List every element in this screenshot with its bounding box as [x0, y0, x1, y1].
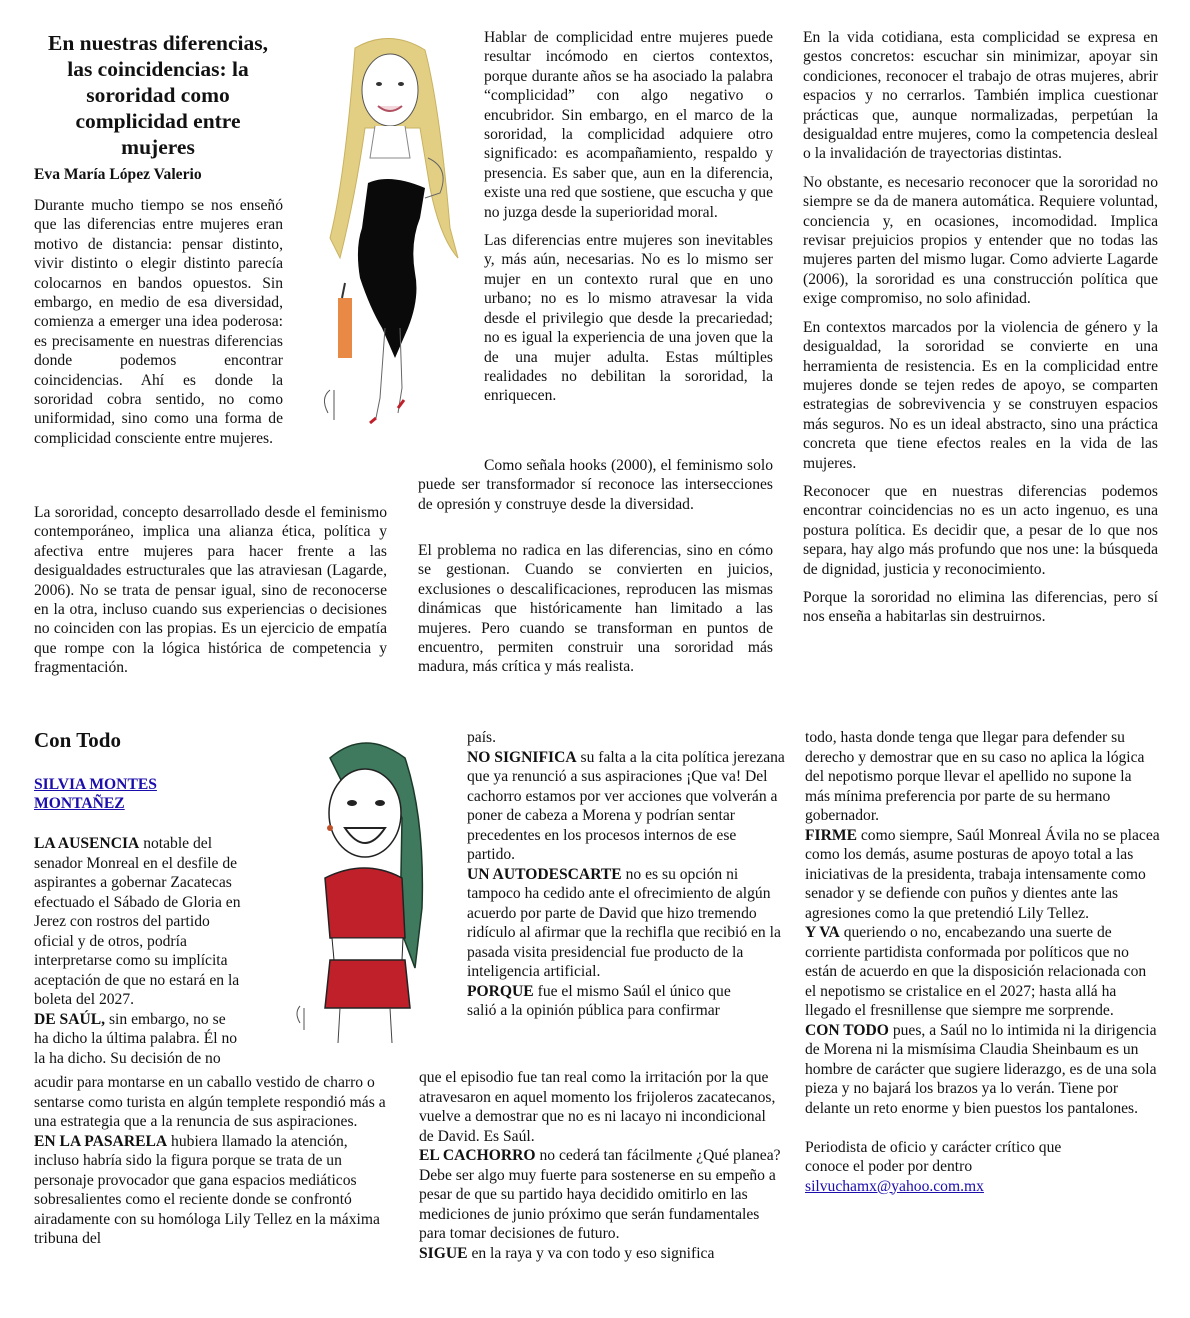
article1-col2-wide	[418, 456, 773, 523]
lead-keyword: EN LA PASARELA	[34, 1132, 168, 1150]
title-line: las coincidencias: la	[67, 57, 249, 81]
email-link[interactable]: silvuchamx@yahoo.com.mx	[805, 1177, 984, 1195]
article2-col3	[805, 728, 1160, 1196]
lead-keyword: LA AUSENCIA	[34, 835, 140, 852]
text: su falta a la cita política jerezana que ya renunció a sus aspiraciones ¡Que va! Del cachorro estamos por ver acciones que volverán a poner de cabeza a Morena y podrían sentar precedentes en los procesos internos de ese partido.	[467, 748, 785, 863]
article2-col2-narrow	[467, 728, 787, 1021]
article1-col2-narrow	[484, 28, 773, 406]
text-line: interpretarse como su implícita	[34, 952, 228, 969]
author-line: MONTAÑEZ	[34, 795, 125, 812]
article2-col1-wide	[34, 1073, 386, 1249]
paragraph: Hablar de complicidad entre mujeres puede resultar incómodo en ciertos contextos, porque durante años se ha asociado la palabra “complicidad” con algo negativo o encubridor. Sin embargo, en el marco de la sororidad, la complicidad adquiere otro significado: es acompañamiento, respaldo y presencia. Es saber que, aun en la diferencia, existe una red que sostiene, que escucha y que no juzga desde la superioridad moral.	[484, 29, 773, 221]
text-line: aceptación de que no estará en la	[34, 971, 240, 989]
text-line: efectuado el Sábado de Gloria en	[34, 893, 241, 911]
lead-keyword: DE SAÚL,	[34, 1010, 106, 1028]
title-line: En nuestras diferencias,	[48, 31, 268, 55]
text: país.	[467, 729, 497, 746]
lead-line: notable del	[143, 835, 213, 852]
text: en la raya y va con todo y eso significa	[467, 1244, 715, 1262]
article1-title	[34, 30, 282, 160]
caricature-illustration-1	[300, 28, 475, 433]
text: todo, hasta donde tenga que llegar para defender su derecho y demostrar que en su caso no aplica la lógica del nepotismo porque llevar el apellido no supone la más mínima preferencia por parte de su hermano gobernador.	[805, 729, 1145, 824]
article1-col1-wide	[34, 503, 387, 687]
woman-red-outfit-icon	[290, 728, 440, 1046]
author-link[interactable]	[34, 775, 294, 813]
lead-keyword: PORQUE	[467, 982, 534, 1000]
author-line: SILVIA MONTES	[34, 776, 157, 793]
column-title: Con Todo	[34, 728, 121, 752]
lead-keyword: Y VA	[805, 924, 840, 941]
text: queriendo o no, encabezando una suerte de corriente partidista conformada por políticos que no están de acuerdo en que la disposición relacionada con el nepotismo se cristalice en el 2027; hasta allá ha llegado el fresnillense que siempre me sorprende.	[805, 924, 1147, 1019]
paragraph: El problema no radica en las diferencias, sino en cómo se gestionan. Cuando se convierten en juicios, exclusiones o descalificaciones, reproducen las mismas dinámicas que históricamente han limitado a las mujeres. Pero cuando se transforman en puntos de encuentro, permiten construir una sororidad más madura, más crítica y más realista.	[418, 542, 773, 676]
paragraph: No obstante, es necesario reconocer que la sororidad no siempre se da de manera automática. Requiere voluntad, conciencia y, en ocasiones, incomodidad. Implica revisar prejuicios propios y entender que no todas las mujeres parten del mismo lugar. Como advierte Lagarde (2006), la sororidad es una construcción política que exige compromiso, no solo afinidad.	[803, 173, 1158, 308]
lead-keyword: EL CACHORRO	[419, 1147, 536, 1164]
text-line: aspirantes a gobernar Zacatecas	[34, 874, 232, 891]
paragraph: Reconocer que en nuestras diferencias podemos encontrar coincidencias no es un acto ingenuo, es una postura política. Es decidir que, a pesar de lo que nos separa, hay algo más profundo que nos une: la búsqueda de dignidad, justicia y reconocimiento.	[803, 482, 1158, 578]
article1-col1-narrow	[34, 196, 283, 457]
text: acudir para montarse en un caballo vestido de charro o sentarse como turista en algún templete respondió más a una estrategia que a la renuncia de sus aspiraciones.	[34, 1074, 386, 1130]
article1-header	[34, 30, 282, 188]
paragraph: Porque la sororidad no elimina las diferencias, pero sí nos enseña a habitarlas sin destruirnos.	[803, 588, 1158, 626]
article2-col2-wide	[419, 1068, 781, 1263]
text: no es su opción ni tampoco ha cedido ante el ofrecimiento de algún acuerdo por parte de David que hizo tremendo ridículo al afirmar que la rechifla que recibió en la pasada visita presidencial fue producto de la inteligencia artificial.	[467, 865, 781, 980]
text-line: boleta del 2027.	[34, 991, 135, 1008]
caricature-illustration-2	[290, 728, 440, 1046]
text-line: ha dicho la última palabra. Él no	[34, 1030, 238, 1047]
signature-line: conoce el poder por dentro	[805, 1158, 973, 1175]
text: que el episodio fue tan real como la irritación por la que atravesaron en aquel momento los frijoleros zacatecanos, vuelve a demostrar que no es ni lacayo ni incondicional de David. Es Saúl.	[419, 1069, 776, 1145]
lead-keyword: FIRME	[805, 826, 857, 844]
article1-col2-wide-2	[418, 541, 773, 686]
title-line: complicidad entre	[75, 109, 241, 133]
text: hubiera llamado la atención, incluso habría sido la figura porque se trata de un personaje provocador que gana espacios mediáticos sobresalientes como el reciente donde se confrontó airadamente con su homóloga Lily Tellez en la máxima tribuna del	[34, 1132, 380, 1247]
text-line: senador Monreal en el desfile de	[34, 854, 238, 872]
title-line: sororidad como	[86, 83, 230, 107]
text-line: salió a la opinión pública para confirmar	[467, 1002, 720, 1019]
title-line: mujeres	[121, 135, 195, 159]
signature-line: Periodista de oficio y carácter crítico que	[805, 1138, 1062, 1156]
text-line: fue el mismo Saúl el único que	[537, 982, 731, 1000]
article1-author: Eva María López Valerio	[34, 166, 202, 183]
article2-col1-narrow	[34, 834, 289, 1068]
article2-header	[34, 728, 294, 813]
lead-keyword: SIGUE	[419, 1244, 468, 1262]
text: no cederá tan fácilmente ¿Qué planea? Debe ser algo muy fuerte para sostenerse en su empeño a pesar de que su partido haya decidido omitirlo en las mediciones de junio próximo que serán fundamentales para tomar decisiones de futuro.	[419, 1147, 781, 1242]
text-line: sin embargo, no se	[108, 1010, 226, 1028]
text-line: Jerez con rostros del partido	[34, 913, 210, 930]
paragraph: En contextos marcados por la violencia de género y la desigualdad, la sororidad se convierte en una herramienta de resistencia. Es en la complicidad entre mujeres donde se tejen redes de apoyo, se comparten estrategias de sobrevivencia y se construyen espacios más seguros. No es un ideal abstracto, sino una práctica concreta que tiene efectos reales en la vida de las mujeres.	[803, 318, 1158, 472]
lead-keyword: UN AUTODESCARTE	[467, 865, 622, 883]
text: pues, a Saúl no lo intimida ni la dirigencia de Morena ni la mismísima Claudia Sheinbaum es un hombre de carácter que sugiere liderazgo, es de una sola pieza y no bajará los brazos ya lo verán. Tiene por delante un reto enorme y bien puestos los pantalones.	[805, 1021, 1157, 1117]
text: como siempre, Saúl Monreal Ávila no se placea como los demás, asume posturas de apoyo total a las iniciativas de la presidenta, trabaja intensamente como senador y se defiende con puños y dientes ante las agresiones como la que pretendió Lily Tellez.	[805, 826, 1160, 922]
text-line: la ha dicho. Su decisión de no	[34, 1049, 221, 1067]
paragraph: Durante mucho tiempo se nos enseñó que las diferencias entre mujeres eran motivo de distancia: pensar distinto, vivir distinto o elegir distinto parecía colocarnos en bandos opuestos. Sin embargo, en medio de esa diversidad, comienza a emerger una idea poderosa: es precisamente en nuestras diferencias donde podemos encontrar coincidencias. Ahí es donde la sororidad cobra sentido, no como uniformidad, sino como una forma de complicidad consciente entre mujeres.	[34, 197, 283, 447]
paragraph: Las diferencias entre mujeres son inevitables y, más aún, necesarias. No es lo mismo ser mujer en un contexto rural que en uno urbano; no es lo mismo atravesar la vida desde el privilegio que desde la precariedad; no es igual la experiencia de una joven que la de una mujer adulta. Estas múltiples realidades no debilitan la sororidad, la enriquecen.	[484, 232, 773, 405]
text-line: oficial y de otros, podría	[34, 932, 187, 950]
article1-col3	[803, 28, 1158, 636]
lead-keyword: NO SIGNIFICA	[467, 748, 577, 766]
lead-keyword: CON TODO	[805, 1021, 889, 1039]
paragraph: La sororidad, concepto desarrollado desde el feminismo contemporáneo, implica una alianza ética, política y afectiva entre mujeres para hacer frente a las desigualdades estructurales que las atraviesan (Lagarde, 2006). No se trata de pensar igual, sino de reconocerse en la otra, incluso cuando sus experiencias o decisiones no coinciden con las propias. Es un ejercicio de empatía que rompe con la lógica histórica de competencia y fragmentación.	[34, 504, 387, 677]
paragraph: Como señala hooks (2000), el feminismo solo puede ser transformador sí reconoce las intersecciones de opresión y construye desde la diversidad.	[418, 457, 773, 513]
woman-black-dress-icon	[300, 28, 475, 433]
paragraph: En la vida cotidiana, esta complicidad se expresa en gestos concretos: escuchar sin minimizar, apoyar sin condiciones, reconocer el trabajo de otras mujeres, abrir espacios y no cerrarlos. También implica cuestionar prácticas que, aunque normalizadas, perpetúan la desigualdad entre mujeres, como la competencia desleal o la invalidación de trayectorias distintas.	[803, 29, 1158, 163]
